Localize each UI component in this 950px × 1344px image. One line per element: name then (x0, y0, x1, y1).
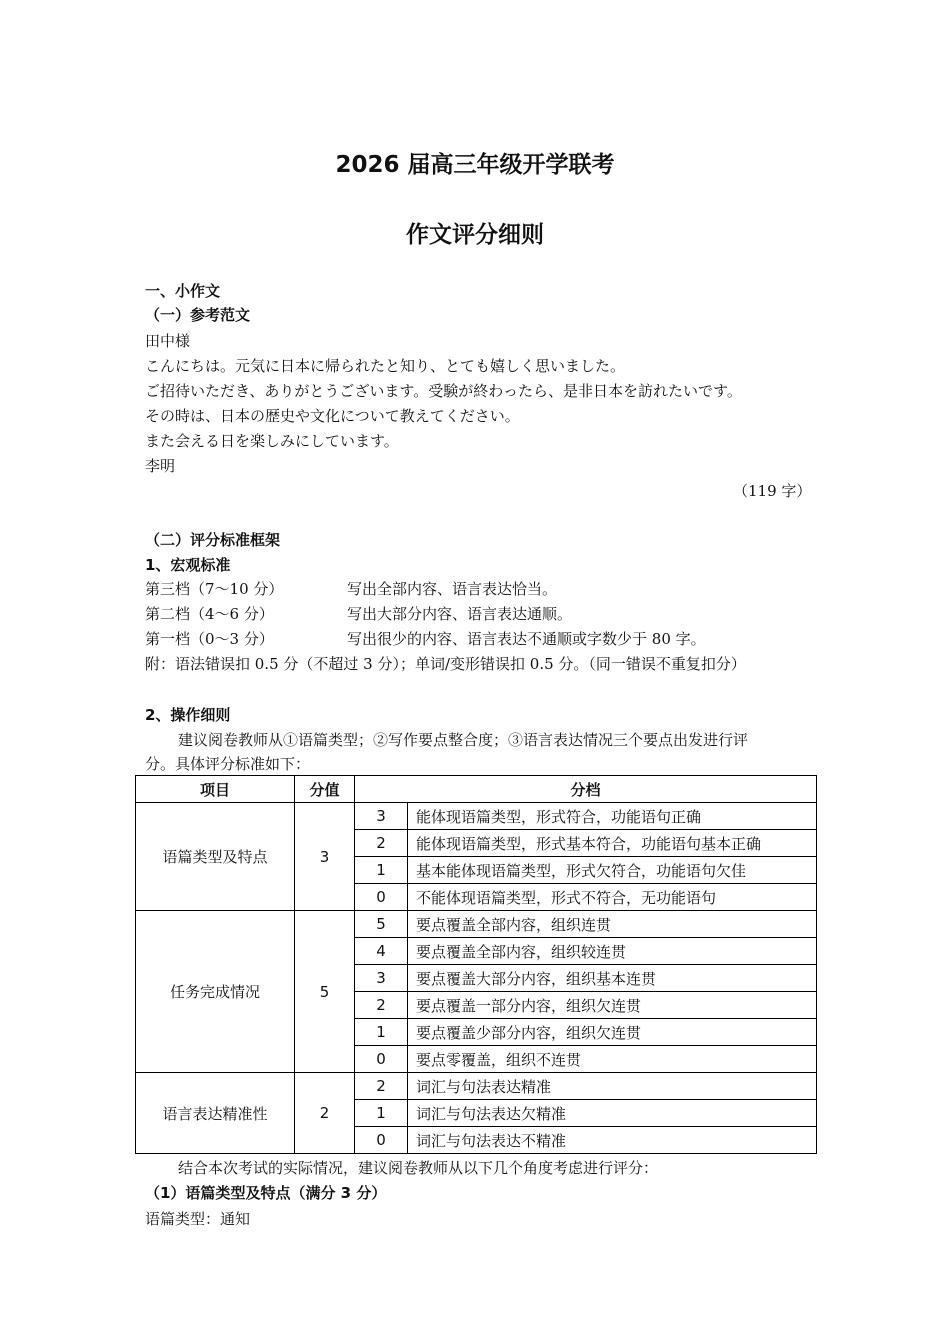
letter-salutation: 田中様 (145, 332, 191, 350)
ops-heading: 2、操作细则 (145, 706, 231, 724)
table-header-row (136, 776, 817, 803)
header-bands: 分档 (355, 776, 817, 803)
table-row (136, 1073, 817, 1100)
band-desc: 要点零覆盖，组织不连贯 (408, 1046, 817, 1073)
criterion-score: 5 (295, 911, 355, 1073)
macro-level-row (145, 603, 572, 624)
band-points: 3 (355, 965, 408, 992)
band-desc: 要点覆盖大部分内容，组织基本连贯 (408, 965, 817, 992)
band-desc: 词汇与句法表达精准 (408, 1073, 817, 1100)
letter-line: こんにちは。元気に日本に帰られたと知り、とても嬉しく思いました。 (145, 357, 626, 375)
band-points: 0 (355, 1046, 408, 1073)
band-desc: 能体现语篇类型，形式符合，功能语句正确 (408, 803, 817, 830)
char-count: （119 字） (733, 482, 812, 500)
band-points: 1 (355, 1100, 408, 1127)
ops-intro: 建议阅卷教师从①语篇类型；②写作要点整合度；③语言表达情况三个要点出发进行评 (178, 731, 749, 749)
band-desc: 词汇与句法表达不精准 (408, 1127, 817, 1154)
table-row (136, 803, 817, 830)
macro-level-desc: 写出大部分内容、语言表达通顺。 (347, 605, 573, 623)
band-points: 4 (355, 938, 408, 965)
criterion-score: 3 (295, 803, 355, 911)
ops-intro-cont: 分。具体评分标准如下： (145, 755, 311, 773)
macro-heading: 1、宏观标准 (145, 556, 231, 574)
macro-level-desc: 写出很少的内容、语言表达不通顺或字数少于 80 字。 (347, 630, 706, 648)
band-points: 0 (355, 1127, 408, 1154)
band-points: 5 (355, 911, 408, 938)
letter-line: ご招待いただき、ありがとうございます。受験が終わったら、是非日本を訪れたいです。 (145, 382, 742, 400)
letter-signature: 李明 (145, 457, 176, 475)
macro-level-row (145, 628, 706, 649)
band-points: 3 (355, 803, 408, 830)
criterion1-heading: （1）语篇类型及特点（满分 3 分） (145, 1184, 387, 1202)
band-desc: 能体现语篇类型，形式基本符合，功能语句基本正确 (408, 830, 817, 857)
scoring-table (135, 775, 817, 1154)
band-desc: 词汇与句法表达欠精准 (408, 1100, 817, 1127)
band-desc: 要点覆盖一部分内容，组织欠连贯 (408, 992, 817, 1019)
macro-level-desc: 写出全部内容、语言表达恰当。 (347, 580, 558, 598)
page-title: 2026 届高三年级开学联考 (335, 152, 615, 178)
page-subtitle: 作文评分细则 (406, 222, 544, 248)
table-row (136, 911, 817, 938)
sample-essay-heading: （一）参考范文 (145, 306, 251, 324)
macro-level-row (145, 578, 557, 599)
band-points: 2 (355, 1073, 408, 1100)
band-points: 1 (355, 1019, 408, 1046)
after-table-text: 结合本次考试的实际情况，建议阅卷教师从以下几个角度考虑进行评分： (178, 1159, 659, 1177)
band-points: 2 (355, 992, 408, 1019)
band-points: 1 (355, 857, 408, 884)
framework-heading: （二）评分标准框架 (145, 531, 281, 549)
macro-level-name: 第一档（0～3 分） (145, 630, 274, 648)
header-item: 项目 (136, 776, 295, 803)
macro-level-name: 第二档（4～6 分） (145, 605, 274, 623)
band-desc: 不能体现语篇类型，形式不符合，无功能语句 (408, 884, 817, 911)
band-desc: 要点覆盖全部内容，组织连贯 (408, 911, 817, 938)
letter-line: また会える日を楽しみにしています。 (145, 432, 399, 450)
criterion-name: 语言表达精准性 (136, 1073, 295, 1154)
header-score: 分值 (295, 776, 355, 803)
macro-level-name: 第三档（7～10 分） (145, 580, 284, 598)
band-points: 2 (355, 830, 408, 857)
section-heading: 一、小作文 (145, 282, 221, 300)
band-desc: 要点覆盖少部分内容，组织欠连贯 (408, 1019, 817, 1046)
criterion-score: 2 (295, 1073, 355, 1154)
criterion-name: 语篇类型及特点 (136, 803, 295, 911)
letter-line: その時は、日本の歴史や文化について教えてください。 (145, 407, 520, 425)
criterion-name: 任务完成情况 (136, 911, 295, 1073)
band-points: 0 (355, 884, 408, 911)
criterion1-type: 语篇类型：通知 (145, 1210, 251, 1228)
band-desc: 要点覆盖全部内容，组织较连贯 (408, 938, 817, 965)
deduction-note: 附：语法错误扣 0.5 分（不超过 3 分）；单词/变形错误扣 0.5 分。（同一错误不重复扣分） (145, 655, 746, 673)
band-desc: 基本能体现语篇类型，形式欠符合，功能语句欠佳 (408, 857, 817, 884)
